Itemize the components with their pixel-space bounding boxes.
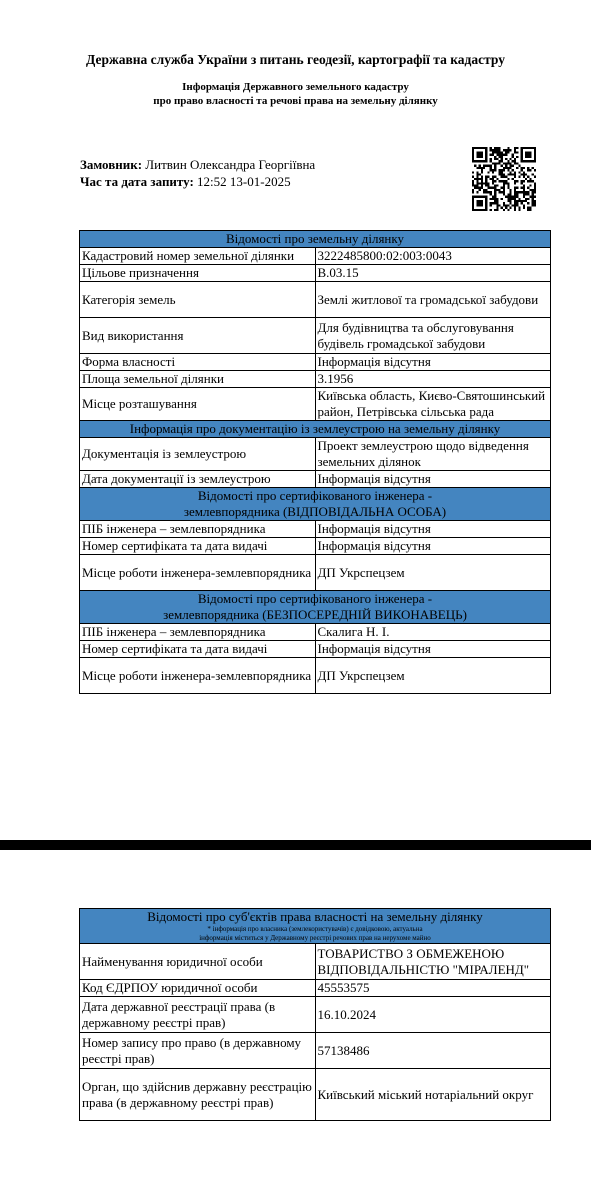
table-row [80, 248, 551, 265]
documentation-header: Інформація про документацію із землеустрою на земельну ділянку [80, 421, 551, 438]
table-row [80, 438, 551, 471]
row-label: ПІБ інженера – землевпорядника [80, 521, 316, 538]
row-label: Орган, що здійснив державну реєстрацію права (в державному реєстрі прав) [80, 1069, 316, 1121]
row-label: Вид використання [80, 318, 316, 354]
table-row [80, 624, 551, 641]
row-value: Інформація відсутня [315, 521, 551, 538]
row-value: 3222485800:02:003:0043 [315, 248, 551, 265]
row-label: Кадастровий номер земельної ділянки [80, 248, 316, 265]
table-row [80, 980, 551, 997]
owners-header-row [80, 909, 551, 944]
table-row [80, 997, 551, 1033]
customer-line [80, 157, 315, 173]
table-row [80, 555, 551, 591]
table-row [80, 371, 551, 388]
owners-header [80, 909, 551, 944]
engineer-executor-header [80, 591, 551, 624]
table-row [80, 318, 551, 354]
customer-value: Литвин Олександра Георгіївна [145, 157, 316, 172]
row-value: Інформація відсутня [315, 538, 551, 555]
table-row [80, 1033, 551, 1069]
row-value: Інформація відсутня [315, 471, 551, 488]
row-value: 57138486 [315, 1033, 551, 1069]
qr-code-icon [472, 147, 536, 211]
engineer-responsible-header [80, 488, 551, 521]
table-row [80, 641, 551, 658]
row-value: Проект землеустрою щодо відведення земельних ділянок [315, 438, 551, 471]
document-subtitle-line1: Інформація Державного земельного кадастру [182, 81, 409, 93]
row-value: Інформація відсутня [315, 641, 551, 658]
engineer-executor-header-line1: Відомості про сертифікованого інженера - [197, 591, 433, 606]
row-label: ПІБ інженера – землевпорядника [80, 624, 316, 641]
row-value: ДП Укрспецзем [315, 555, 551, 591]
owners-note-line1: * інформація про власника (землекористувачів) є довідковою, актуальна [207, 925, 423, 933]
row-label: Форма власності [80, 354, 316, 371]
row-label: Код ЄДРПОУ юридичної особи [80, 980, 316, 997]
row-label: Найменування юридичної особи [80, 944, 316, 980]
engineer-executor-header-line2: землевпорядника (БЕЗПОСЕРЕДНІЙ ВИКОНАВЕЦЬ) [163, 607, 467, 622]
row-value: 16.10.2024 [315, 997, 551, 1033]
document-subtitle-line2: про право власності та речові права на земельну ділянку [153, 95, 438, 107]
engineer-responsible-header-row [80, 488, 551, 521]
table-row [80, 388, 551, 421]
owners-header-title: Відомості про суб'єктів права власності на земельну ділянку [147, 909, 483, 924]
engineer-responsible-header-line2: землевпорядника (ВІДПОВІДАЛЬНА ОСОБА) [183, 504, 447, 519]
documentation-header-row [80, 421, 551, 438]
row-label: Цільове призначення [80, 265, 316, 282]
row-label: Документація із землеустрою [80, 438, 316, 471]
table-row [80, 658, 551, 694]
request-time-label: Час та дата запиту: [80, 174, 194, 189]
table-row [80, 944, 551, 980]
row-label: Місце роботи інженера-землевпорядника [80, 658, 316, 694]
owners-note-line2: інформація міститься у Державному реєстрі речових прав на нерухоме майно [199, 934, 431, 942]
row-value: 45553575 [315, 980, 551, 997]
table-row [80, 1069, 551, 1121]
table-row [80, 282, 551, 318]
request-time-line [80, 174, 291, 190]
page-divider [0, 840, 591, 850]
row-value: ТОВАРИСТВО З ОБМЕЖЕНОЮ ВІДПОВІДАЛЬНІСТЮ "МІРАЛЕНД" [315, 944, 551, 980]
row-label: Місце роботи інженера-землевпорядника [80, 555, 316, 591]
row-label: Номер сертифіката та дата видачі [80, 538, 316, 555]
row-value: Київський міський нотаріальний округ [315, 1069, 551, 1121]
row-label: Площа земельної ділянки [80, 371, 316, 388]
row-label: Номер запису про право (в державному реєстрі прав) [80, 1033, 316, 1069]
row-label: Номер сертифіката та дата видачі [80, 641, 316, 658]
request-time-value: 12:52 13-01-2025 [197, 174, 291, 189]
parcel-header: Відомості про земельну ділянку [80, 231, 551, 248]
row-label: Дата державної реєстрації права (в державному реєстрі прав) [80, 997, 316, 1033]
row-value: ДП Укрспецзем [315, 658, 551, 694]
parcel-info-table [79, 230, 551, 694]
table-row [80, 265, 551, 282]
row-value: Київська область, Києво-Святошинський район, Петрівська сільська рада [315, 388, 551, 421]
row-label: Категорія земель [80, 282, 316, 318]
parcel-header-row [80, 231, 551, 248]
row-value: В.03.15 [315, 265, 551, 282]
customer-label: Замовник: [80, 157, 143, 172]
table-row [80, 354, 551, 371]
row-label: Місце розташування [80, 388, 316, 421]
row-value: Для будівництва та обслуговування будівель громадської забудови [315, 318, 551, 354]
table-row [80, 471, 551, 488]
engineer-executor-header-row [80, 591, 551, 624]
page-title: Державна служба України з питань геодезії, картографії та кадастру [86, 52, 505, 67]
table-row [80, 521, 551, 538]
owners-table [79, 908, 551, 1121]
table-row [80, 538, 551, 555]
row-value: Інформація відсутня [315, 354, 551, 371]
row-value: Скалига Н. І. [315, 624, 551, 641]
row-label: Дата документації із землеустрою [80, 471, 316, 488]
row-value: Землі житлової та громадської забудови [315, 282, 551, 318]
engineer-responsible-header-line1: Відомості про сертифікованого інженера - [197, 488, 433, 503]
row-value: 3.1956 [315, 371, 551, 388]
